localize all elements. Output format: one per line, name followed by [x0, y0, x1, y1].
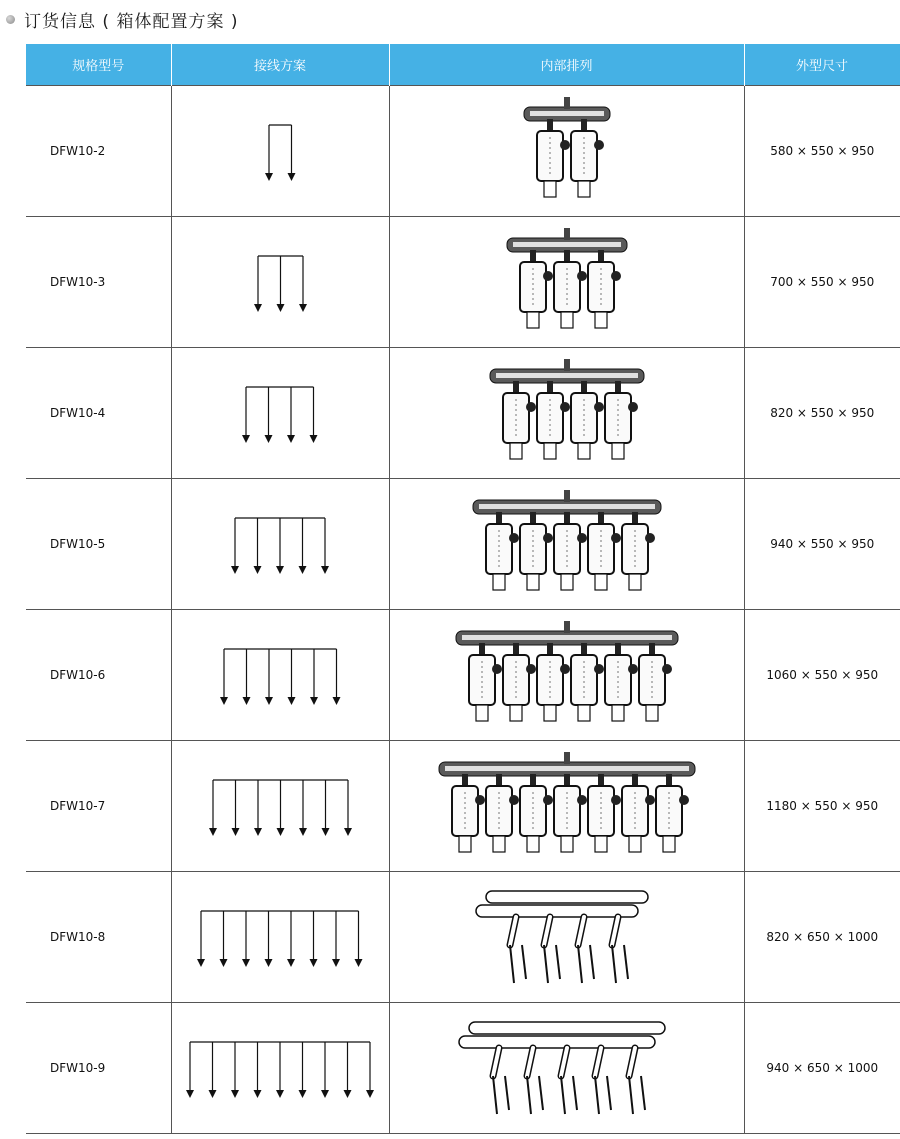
cable-terminal: [595, 836, 607, 852]
cable-line: [624, 945, 628, 979]
wiring-diagram-cell: [171, 872, 389, 1003]
arrow-icon: [254, 1090, 262, 1098]
cable-line: [573, 1076, 577, 1110]
cable-terminal: [629, 836, 641, 852]
cable-line: [561, 1076, 565, 1114]
arrow-icon: [287, 697, 295, 705]
layout-schematic: [397, 351, 737, 475]
cable-terminal: [493, 574, 505, 590]
lug-icon: [662, 664, 672, 674]
wiring-diagram: [180, 1028, 380, 1108]
model-label: DFW10-8: [50, 930, 106, 944]
cable-terminal: [527, 312, 539, 328]
lug-icon: [526, 664, 536, 674]
cable-terminal: [629, 574, 641, 590]
busbar-terminal: [564, 359, 570, 371]
busbar-highlight: [530, 111, 604, 116]
arrow-icon: [254, 566, 262, 574]
arrow-icon: [299, 1090, 307, 1098]
wiring-diagram-cell: [171, 479, 389, 610]
cable-terminal: [527, 574, 539, 590]
dimensions-cell: [744, 872, 900, 1003]
cable-line: [493, 1076, 497, 1114]
arrow-icon: [254, 304, 262, 312]
cable-terminal: [612, 705, 624, 721]
arrow-icon: [344, 828, 352, 836]
lug-icon: [560, 140, 570, 150]
arrow-icon: [299, 304, 307, 312]
cable-line: [556, 945, 560, 979]
cable-terminal: [561, 574, 573, 590]
cable-line: [522, 945, 526, 979]
model-label: DFW10-4: [50, 406, 106, 420]
cable-terminal: [578, 705, 590, 721]
lug-icon: [577, 795, 587, 805]
wiring-diagram: [236, 373, 324, 453]
arrow-icon: [310, 959, 318, 967]
order-info-table: [26, 44, 900, 1134]
busbar-terminal: [564, 228, 570, 240]
lug-icon: [594, 664, 604, 674]
busbar-back: [469, 1022, 665, 1034]
wiring-diagram: [191, 897, 369, 977]
wiring-diagram: [203, 766, 358, 846]
arrow-icon: [242, 959, 250, 967]
busbar-highlight: [445, 766, 689, 771]
page-title: 订货信息 ( 箱体配置方案 ): [24, 11, 239, 32]
arrow-icon: [276, 304, 284, 312]
table-row: [26, 1003, 900, 1134]
arrow-icon: [220, 697, 228, 705]
table-header-row: [26, 44, 900, 86]
model-label: DFW10-3: [50, 275, 106, 289]
busbar-front: [476, 905, 638, 917]
lug-icon: [560, 664, 570, 674]
lug-icon: [628, 402, 638, 412]
arrow-icon: [265, 435, 273, 443]
lug-icon: [492, 664, 502, 674]
cable-terminal: [646, 705, 658, 721]
wiring-diagram-cell: [171, 348, 389, 479]
busbar-highlight: [513, 242, 621, 247]
wiring-diagram-cell: [171, 1003, 389, 1134]
table-row: [26, 348, 900, 479]
dimensions-cell: [744, 610, 900, 741]
internal-layout-cell: [389, 741, 744, 872]
wiring-diagram: [225, 504, 335, 584]
layout-schematic: [397, 482, 737, 606]
cable-terminal: [527, 836, 539, 852]
cable-terminal: [578, 443, 590, 459]
lug-icon: [560, 402, 570, 412]
lug-icon: [526, 402, 536, 412]
dimensions-cell: [744, 741, 900, 872]
cable-line: [612, 945, 616, 983]
lug-icon: [679, 795, 689, 805]
internal-layout-cell: [389, 348, 744, 479]
internal-layout-cell: [389, 610, 744, 741]
lug-icon: [543, 271, 553, 281]
wiring-diagram-cell: [171, 741, 389, 872]
cable-line: [578, 945, 582, 983]
arrow-icon: [231, 566, 239, 574]
busbar-front: [459, 1036, 655, 1048]
lug-icon: [645, 533, 655, 543]
cable-terminal: [476, 705, 488, 721]
header-model: 规格型号: [26, 44, 171, 86]
cable-terminal: [595, 574, 607, 590]
lug-icon: [611, 795, 621, 805]
cable-terminal: [595, 312, 607, 328]
model-cell: [26, 1003, 171, 1134]
busbar-highlight: [479, 504, 655, 509]
dimensions-label: 940 × 550 × 950: [770, 537, 875, 551]
lug-icon: [628, 664, 638, 674]
internal-layout-cell: [389, 872, 744, 1003]
cable-terminal: [612, 443, 624, 459]
arrow-icon: [344, 1090, 352, 1098]
internal-layout-cell: [389, 86, 744, 217]
busbar-terminal: [564, 490, 570, 502]
arrow-icon: [265, 697, 273, 705]
busbar-back: [486, 891, 648, 903]
cable-line: [595, 1076, 599, 1114]
arrow-icon: [366, 1090, 374, 1098]
arrow-icon: [254, 828, 262, 836]
arrow-icon: [299, 566, 307, 574]
table-row: [26, 86, 900, 217]
lug-icon: [645, 795, 655, 805]
layout-schematic: [397, 89, 737, 213]
arrow-icon: [186, 1090, 194, 1098]
arrow-icon: [265, 959, 273, 967]
table-row: [26, 741, 900, 872]
arrow-icon: [209, 1090, 217, 1098]
arrow-icon: [265, 173, 273, 181]
dimensions-label: 1060 × 550 × 950: [766, 668, 879, 682]
lug-icon: [509, 533, 519, 543]
lug-icon: [611, 533, 621, 543]
model-label: DFW10-6: [50, 668, 106, 682]
dimensions-cell: [744, 86, 900, 217]
cable-terminal: [459, 836, 471, 852]
cable-terminal: [544, 443, 556, 459]
model-label: DFW10-7: [50, 799, 106, 813]
layout-schematic: [397, 875, 737, 999]
lug-icon: [509, 795, 519, 805]
lug-icon: [594, 402, 604, 412]
arrow-icon: [231, 1090, 239, 1098]
header-layout: 内部排列: [389, 44, 744, 86]
cable-line: [527, 1076, 531, 1114]
wiring-diagram: [214, 635, 347, 715]
cable-line: [544, 945, 548, 983]
layout-schematic: [397, 744, 737, 868]
layout-schematic: [397, 220, 737, 344]
busbar-terminal: [564, 752, 570, 764]
dimensions-label: 1180 × 550 × 950: [766, 799, 879, 813]
arrow-icon: [321, 1090, 329, 1098]
dimensions-cell: [744, 1003, 900, 1134]
busbar-terminal: [564, 97, 570, 109]
arrow-icon: [276, 828, 284, 836]
arrow-icon: [287, 173, 295, 181]
dimensions-cell: [744, 348, 900, 479]
cable-line: [539, 1076, 543, 1110]
table-row: [26, 610, 900, 741]
dimensions-label: 820 × 650 × 1000: [766, 930, 879, 944]
cable-terminal: [544, 705, 556, 721]
model-cell: [26, 610, 171, 741]
arrow-icon: [355, 959, 363, 967]
dimensions-label: 940 × 650 × 1000: [766, 1061, 879, 1075]
cable-terminal: [510, 705, 522, 721]
model-cell: [26, 872, 171, 1003]
busbar-highlight: [496, 373, 638, 378]
layout-schematic: [397, 1006, 737, 1130]
header-dimensions: 外型尺寸: [744, 44, 900, 86]
cable-line: [641, 1076, 645, 1110]
wiring-diagram-cell: [171, 86, 389, 217]
arrow-icon: [276, 1090, 284, 1098]
model-label: DFW10-2: [50, 144, 106, 158]
table-row: [26, 217, 900, 348]
dimensions-cell: [744, 479, 900, 610]
cable-terminal: [663, 836, 675, 852]
arrow-icon: [287, 435, 295, 443]
internal-layout-cell: [389, 217, 744, 348]
model-cell: [26, 741, 171, 872]
lug-icon: [543, 795, 553, 805]
wiring-diagram: [248, 242, 313, 322]
lug-icon: [577, 271, 587, 281]
cable-terminal: [510, 443, 522, 459]
cable-line: [510, 945, 514, 983]
dimensions-label: 580 × 550 × 950: [770, 144, 875, 158]
cable-terminal: [561, 836, 573, 852]
lug-icon: [577, 533, 587, 543]
arrow-icon: [197, 959, 205, 967]
cable-line: [505, 1076, 509, 1110]
lug-icon: [611, 271, 621, 281]
cable-terminal: [544, 181, 556, 197]
layout-schematic: [397, 613, 737, 737]
arrow-icon: [276, 566, 284, 574]
model-label: DFW10-5: [50, 537, 106, 551]
arrow-icon: [310, 697, 318, 705]
arrow-icon: [332, 697, 340, 705]
arrow-icon: [231, 828, 239, 836]
arrow-icon: [242, 697, 250, 705]
table-row: [26, 872, 900, 1003]
wiring-diagram: [259, 111, 302, 191]
busbar-terminal: [564, 621, 570, 633]
arrow-icon: [332, 959, 340, 967]
table-row: [26, 479, 900, 610]
model-cell: [26, 348, 171, 479]
lug-icon: [594, 140, 604, 150]
model-cell: [26, 479, 171, 610]
lug-icon: [475, 795, 485, 805]
cable-terminal: [561, 312, 573, 328]
wiring-diagram-cell: [171, 217, 389, 348]
arrow-icon: [310, 435, 318, 443]
wiring-diagram-cell: [171, 610, 389, 741]
cable-line: [629, 1076, 633, 1114]
lug-icon: [543, 533, 553, 543]
model-label: DFW10-9: [50, 1061, 106, 1075]
cable-terminal: [578, 181, 590, 197]
cable-line: [607, 1076, 611, 1110]
header-wiring: 接线方案: [171, 44, 389, 86]
arrow-icon: [299, 828, 307, 836]
arrow-icon: [242, 435, 250, 443]
arrow-icon: [220, 959, 228, 967]
cable-line: [590, 945, 594, 979]
model-cell: [26, 86, 171, 217]
dimensions-label: 820 × 550 × 950: [770, 406, 875, 420]
internal-layout-cell: [389, 479, 744, 610]
busbar-highlight: [462, 635, 672, 640]
model-cell: [26, 217, 171, 348]
dimensions-cell: [744, 217, 900, 348]
arrow-icon: [209, 828, 217, 836]
arrow-icon: [321, 828, 329, 836]
dimensions-label: 700 × 550 × 950: [770, 275, 875, 289]
arrow-icon: [321, 566, 329, 574]
cable-terminal: [493, 836, 505, 852]
internal-layout-cell: [389, 1003, 744, 1134]
arrow-icon: [287, 959, 295, 967]
section-header: [6, 6, 238, 32]
bullet-icon: [6, 15, 15, 24]
